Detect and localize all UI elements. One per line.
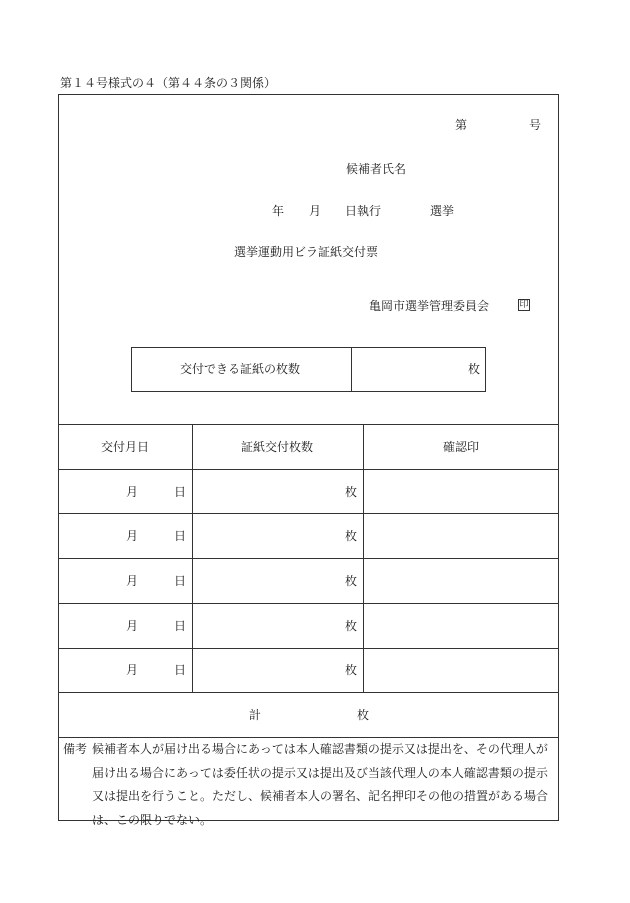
remarks-label: 備考 — [63, 742, 88, 756]
row-divider — [58, 469, 559, 470]
election-day-held: 日執行 — [345, 204, 382, 218]
row-unit: 枚 — [345, 663, 358, 677]
row-unit: 枚 — [345, 485, 358, 499]
election-year: 年 — [272, 204, 285, 218]
row-divider — [58, 558, 559, 559]
table-top-border — [58, 424, 559, 425]
form-number: 第１４号様式の４（第４４条の３関係） — [60, 76, 277, 90]
row-divider — [58, 692, 559, 693]
total-label: 計 — [249, 708, 262, 722]
row-month: 月 — [126, 529, 139, 543]
row-month: 月 — [126, 485, 139, 499]
row-month: 月 — [126, 574, 139, 588]
row-day: 日 — [174, 574, 187, 588]
row-month: 月 — [126, 619, 139, 633]
row-day: 日 — [174, 529, 187, 543]
document-title: 選挙運動用ビラ証紙交付票 — [234, 245, 379, 259]
remarks-text: 候補者本人が届け出る場合にあっては本人確認書類の提示又は提出を、その代理人が届け出る場合にあっては委任状の提示又は提出及び当該代理人の本人確認書類の提示又は提出を行うこと。ただし、候補者本人の署名、記名押印その他の措置がある場合は、この限りでない。 — [92, 742, 549, 827]
election-month: 月 — [309, 204, 322, 218]
total-unit: 枚 — [357, 708, 370, 722]
row-divider — [58, 648, 559, 649]
row-unit: 枚 — [345, 619, 358, 633]
seal-mark: 印 — [519, 300, 529, 310]
header-confirm-seal: 確認印 — [443, 440, 480, 454]
row-day: 日 — [174, 619, 187, 633]
column-divider — [192, 424, 193, 692]
row-day: 日 — [174, 485, 187, 499]
issuer-name: 亀岡市選挙管理委員会 — [369, 299, 490, 313]
row-unit: 枚 — [345, 574, 358, 588]
quota-label: 交付できる証紙の枚数 — [180, 362, 301, 376]
quota-unit: 枚 — [468, 362, 481, 376]
candidate-name-label: 候補者氏名 — [346, 162, 407, 176]
row-day: 日 — [174, 663, 187, 677]
row-divider — [58, 513, 559, 514]
header-stamp-count: 証紙交付枚数 — [241, 440, 314, 454]
header-issue-date: 交付月日 — [101, 440, 150, 454]
column-divider — [363, 424, 364, 692]
remarks — [63, 738, 555, 832]
row-divider — [58, 603, 559, 604]
row-unit: 枚 — [345, 529, 358, 543]
election-label: 選挙 — [430, 204, 455, 218]
row-month: 月 — [126, 663, 139, 677]
number-prefix: 第 — [455, 118, 468, 132]
number-suffix: 号 — [529, 118, 542, 132]
